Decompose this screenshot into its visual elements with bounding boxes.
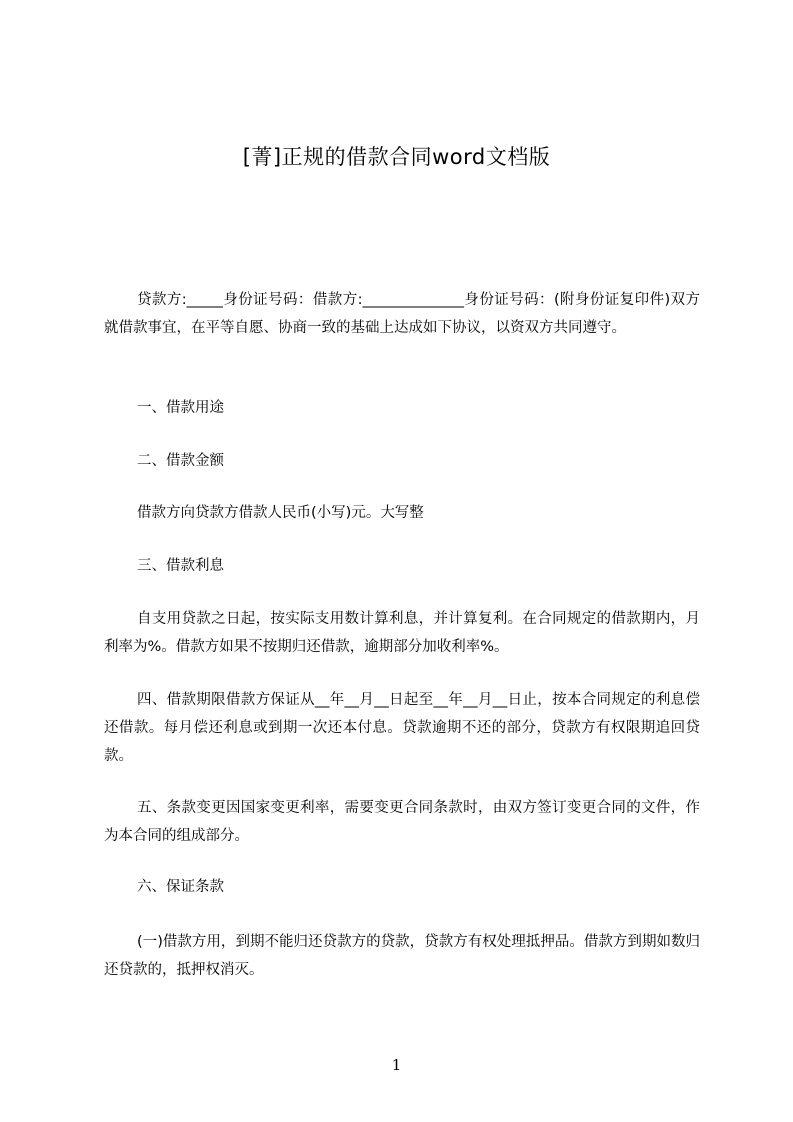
change-paragraph: 五、条款变更因国家变更利率，需要变更合同条款时，由双方签订变更合同的文件，作为本合同的组成部分。 bbox=[104, 800, 700, 844]
heading-guarantee: 六、保证条款 bbox=[137, 879, 224, 895]
heading-loan-interest: 三、借款利息 bbox=[137, 558, 224, 574]
heading-loan-amount: 二、借款金额 bbox=[137, 453, 224, 469]
heading-loan-purpose: 一、借款用途 bbox=[137, 400, 224, 416]
amount-paragraph: 借款方向贷款方借款人民币(小写)元。大写整 bbox=[137, 505, 424, 521]
page-number: 1 bbox=[391, 1056, 402, 1074]
guarantee-paragraph: (一)借款方用，到期不能归还贷款方的贷款，贷款方有权处理抵押品。借款方到期如数归还贷款的，抵押权消灭。 bbox=[104, 934, 700, 978]
parties-paragraph: 贷款方:_____身份证号码：借款方:______________身份证号码：(附身份证复印件)双方就借款事宜，在平等自愿、协商一致的基础上达成如下协议，以资双方共同遵守。 bbox=[104, 292, 700, 336]
document-title: [菁]正规的借款合同word文档版 bbox=[242, 145, 551, 169]
term-paragraph: 四、借款期限借款方保证从__年__月__日起至__年__月__日止，按本合同规定的利息偿还借款。每月偿还利息或到期一次还本付息。贷款逾期不还的部分，贷款方有权限期追回贷款。 bbox=[104, 692, 700, 764]
interest-paragraph: 自支用贷款之日起，按实际支用数计算利息，并计算复利。在合同规定的借款期内，月利率为%。借款方如果不按期归还借款，逾期部分加收利率%。 bbox=[104, 611, 700, 655]
